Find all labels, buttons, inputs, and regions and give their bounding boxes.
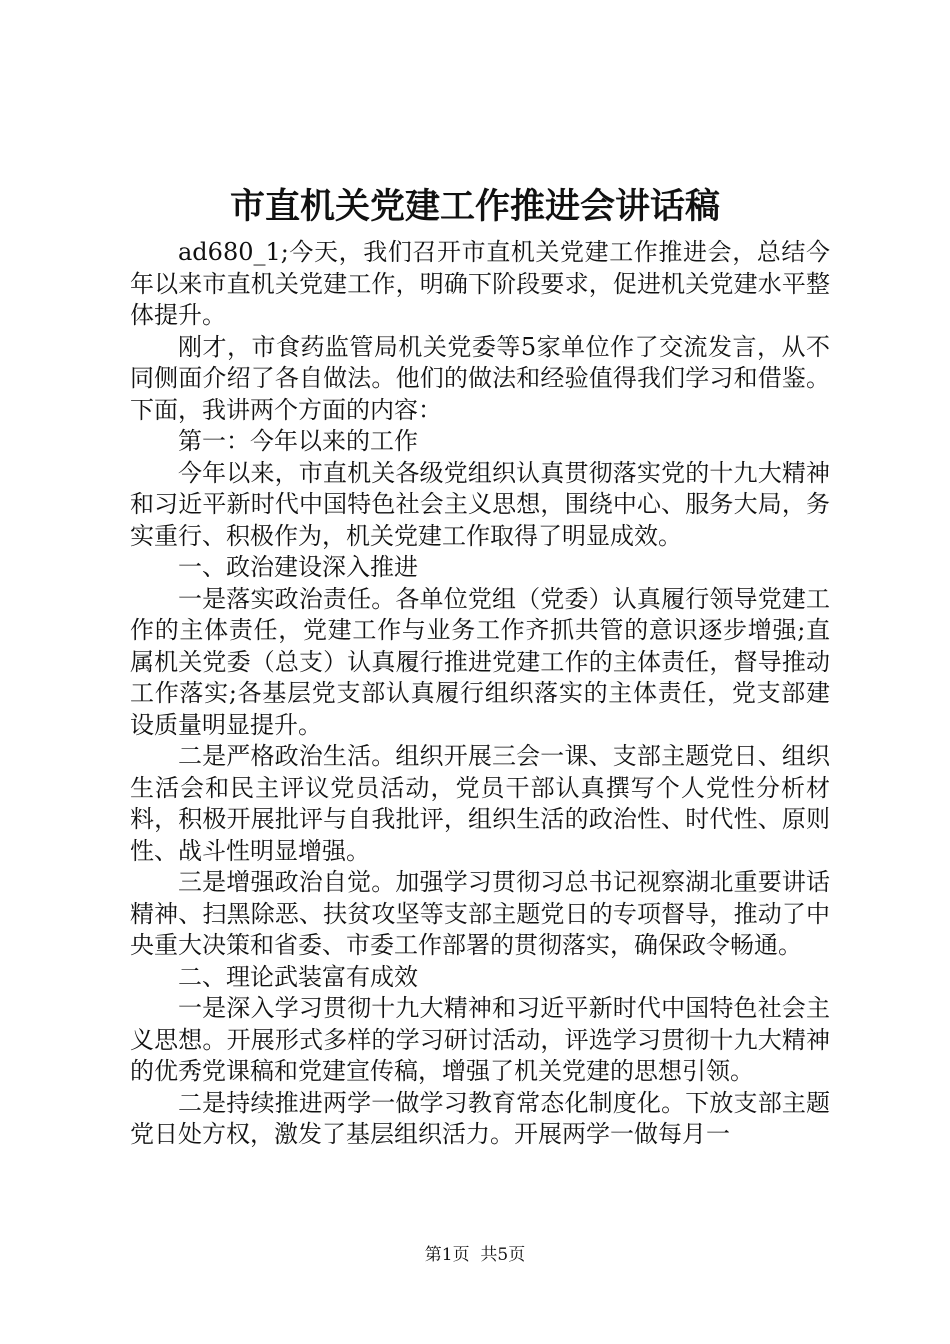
paragraph-responsibility: 一是落实政治责任。各单位党组（党委）认真履行领导党建工作的主体责任，党建工作与业务工作齐抓共管的意识逐步增强;直属机关党委（总支）认真履行推进党建工作的主体责任，督导推动工作落实;各基层党支部认真履行组织落实的主体责任，党支部建设质量明显提升。: [130, 584, 830, 739]
section-heading-first: 第一：今年以来的工作: [178, 427, 418, 455]
page-number: 第1页: [424, 1245, 470, 1265]
paragraph-political-life: 二是严格政治生活。组织开展三会一课、支部主题党日、组织生活会和民主评议党员活动，党员干部认真撰写个人党性分析材料，积极开展批评与自我批评，组织生活的政治性、时代性、原则性、战斗性明显增强。: [130, 742, 830, 865]
document-title: 市直机关党建工作推进会讲话稿: [229, 186, 720, 227]
page-total: 共5页: [480, 1245, 526, 1265]
page-footer: [0, 1244, 950, 1266]
document-body: [130, 237, 830, 1151]
paragraph-intro: ad680_1;今天，我们召开市直机关党建工作推进会，总结今年以来市直机关党建工作，明确下阶段要求，促进机关党建水平整体提升。: [130, 238, 830, 329]
paragraph-normalization: 二是持续推进两学一做学习教育常态化制度化。下放支部主题党日处方权，激发了基层组织活力。开展两学一做每月一: [130, 1088, 830, 1148]
paragraph-summary: 今年以来，市直机关各级党组织认真贯彻落实党的十九大精神和习近平新时代中国特色社会主义思想，围绕中心、服务大局，务实重行、积极作为，机关党建工作取得了明显成效。: [130, 458, 830, 550]
paragraph-study: 一是深入学习贯彻十九大精神和习近平新时代中国特色社会主义思想。开展形式多样的学习研讨活动，评选学习贯彻十九大精神的优秀党课稿和党建宣传稿，增强了机关党建的思想引领。: [130, 994, 830, 1085]
subheading-theory: 二、理论武装富有成效: [178, 962, 418, 991]
paragraph-exchange: 刚才，市食药监管局机关党委等5家单位作了交流发言，从不同侧面介绍了各自做法。他们的做法和经验值得我们学习和借鉴。下面，我讲两个方面的内容：: [130, 332, 830, 424]
paragraph-political-awareness: 三是增强政治自觉。加强学习贯彻习总书记视察湖北重要讲话精神、扫黑除恶、扶贫攻坚等支部主题党日的专项督导，推动了中央重大决策和省委、市委工作部署的贯彻落实，确保政令畅通。: [130, 868, 830, 959]
subheading-political: 一、政治建设深入推进: [178, 553, 418, 581]
